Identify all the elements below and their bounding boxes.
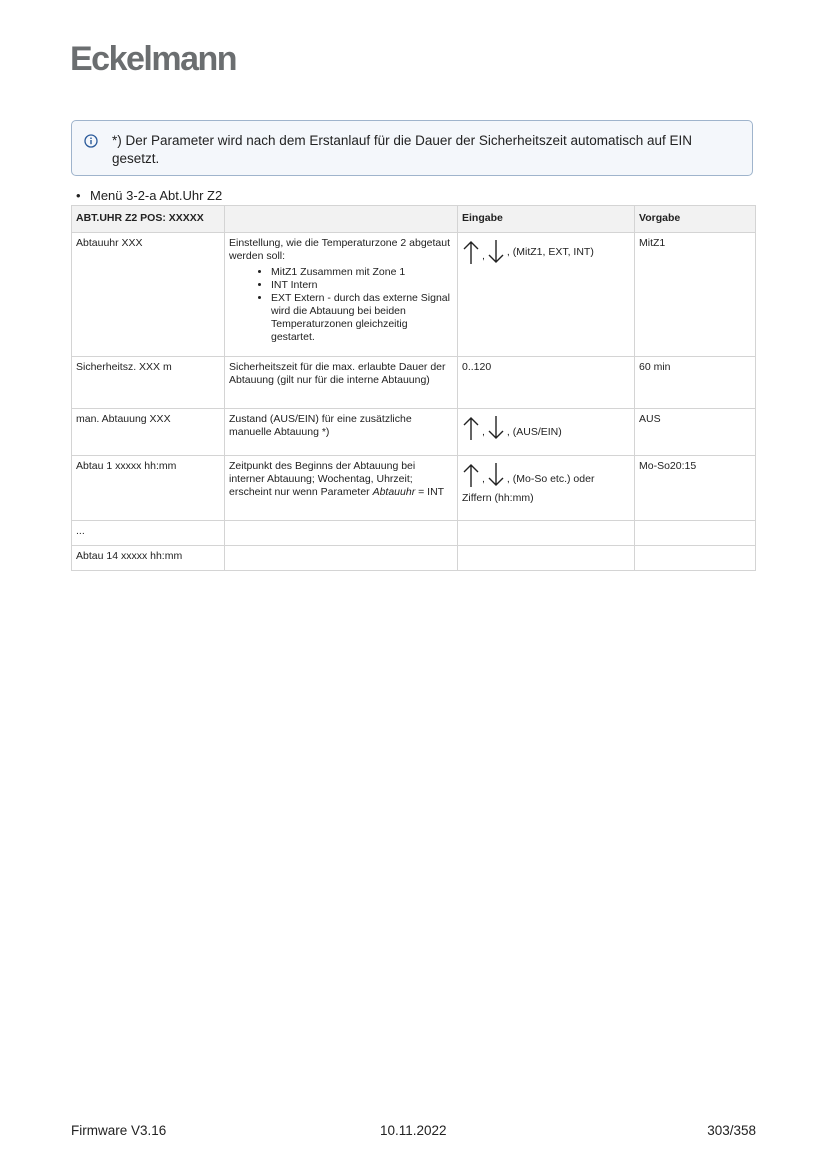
default-cell [635,521,756,546]
desc-cell [225,546,458,571]
arrow-down-icon [487,462,505,488]
option-item: • INT Intern [271,279,453,292]
desc-cell: Sicherheitszeit für die max. erlaubte Dauer der Abtauung (gilt nur für die interne Abtauung) [225,357,458,409]
input-cell [458,409,635,456]
menu-title-text: Menü 3-2-a Abt.Uhr Z2 [90,188,223,203]
default-cell: AUS [635,409,756,456]
header-input: Eingabe [458,206,635,233]
table-row [72,521,756,546]
input-text: , (Mo-So etc.) oder [506,473,595,485]
option-item: • MitZ1 Zusammen mit Zone 1 [271,266,453,279]
header-desc [225,206,458,233]
param-cell: ... [72,521,225,546]
default-cell: Mo-So20:15 [635,456,756,521]
table-row [72,357,756,409]
info-box [71,120,753,176]
comma: , [482,426,485,438]
table-row [72,456,756,521]
input-text: , (AUS/EIN) [506,426,562,438]
desc-text: Zeitpunkt des Beginns der Abtauung bei interner Abtauung; Wochentag, Uhrzeit; erscheint nur wenn Parameter [229,460,416,498]
input-cell [458,521,635,546]
arrow-down-icon [487,415,505,441]
input-cell [458,546,635,571]
footer-date: 10.11.2022 [380,1123,447,1138]
input-cell [458,233,635,357]
arrow-up-icon [462,239,480,265]
comma: , [482,473,485,485]
info-icon [84,134,98,148]
arrow-up-icon [462,462,480,488]
table-row [72,233,756,357]
desc-cell [225,456,458,521]
desc-text: Einstellung, wie die Temperaturzone 2 abgetaut werden soll: [229,237,451,262]
param-cell: man. Abtauung XXX [72,409,225,456]
param-cell: Sicherheitsz. XXX m [72,357,225,409]
arrow-input [462,239,594,265]
table-row [72,546,756,571]
bullet-dot: • [76,188,81,203]
table-row [72,409,756,456]
info-text: *) Der Parameter wird nach dem Erstanlauf für die Dauer der Sicherheitszeit automatisch auf EIN gesetzt. [112,133,693,166]
option-item: • EXT Extern - durch das externe Signal wird die Abtauung bei beiden Temperaturzonen gleichzeitig gestartet. [271,292,453,344]
input-text-2: Ziffern (hh:mm) [462,492,534,504]
header-default: Vorgabe [635,206,756,233]
default-cell [635,546,756,571]
arrow-up-icon [462,415,480,441]
options-list [229,266,453,344]
default-cell: 60 min [635,357,756,409]
param-cell: Abtau 1 xxxxx hh:mm [72,456,225,521]
param-cell: Abtauuhr XXX [72,233,225,357]
desc-cell [225,521,458,546]
footer-firmware: Firmware V3.16 [71,1123,167,1138]
input-cell: 0..120 [458,357,635,409]
param-reference: Abtauuhr [372,486,416,498]
default-cell: MitZ1 [635,233,756,357]
desc-text-end: = INT [415,486,445,498]
desc-cell: Zustand (AUS/EIN) für eine zusätzliche manuelle Abtauung *) [225,409,458,456]
eckelmann-logo: Eckelmann [70,40,237,78]
table-header-row [72,206,756,233]
parameter-table [71,205,756,571]
input-text: , (MitZ1, EXT, INT) [506,246,594,258]
arrow-down-icon [487,239,505,265]
menu-title [76,188,222,203]
arrow-input [462,462,594,488]
footer-page: 303/358 [707,1123,756,1138]
param-cell: Abtau 14 xxxxx hh:mm [72,546,225,571]
header-param: ABT.UHR Z2 POS: XXXXX [72,206,225,233]
arrow-input [462,415,562,441]
comma: , [482,250,485,262]
input-cell [458,456,635,521]
desc-cell [225,233,458,357]
